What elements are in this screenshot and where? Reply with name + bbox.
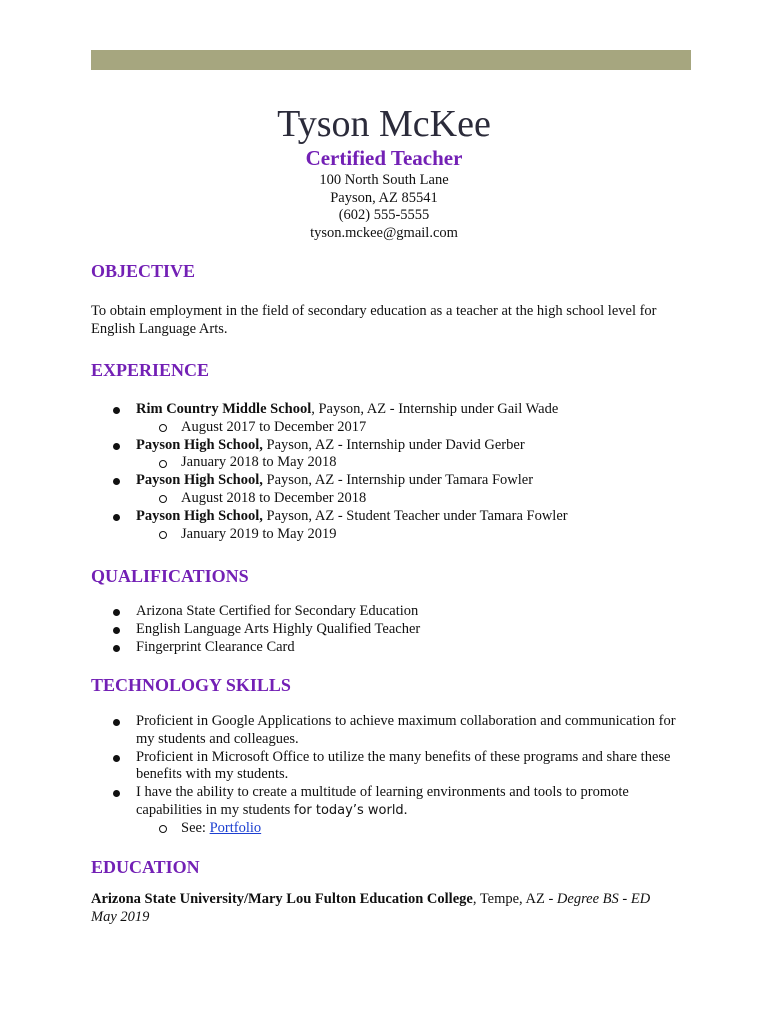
- experience-item: [91, 508, 691, 526]
- address-line-2: Payson, AZ 85541: [330, 189, 438, 206]
- experience-org: Payson High School,: [136, 472, 263, 489]
- see-label: See:: [181, 819, 210, 836]
- objective-heading: OBJECTIVE: [91, 261, 196, 281]
- email-address: tyson.mckee@gmail.com: [310, 225, 458, 242]
- candidate-name: Tyson McKee: [277, 103, 491, 145]
- experience-org: Payson High School,: [136, 507, 263, 524]
- qualification-item: Fingerprint Clearance Card: [91, 639, 691, 657]
- experience-item: [91, 472, 691, 490]
- experience-detail: Payson, AZ - Student Teacher under Tamara Fowler: [262, 507, 568, 524]
- objective-text: To obtain employment in the field of secondary education as a teacher at the high school level for English Language Arts.: [91, 303, 657, 337]
- education-degree: Degree BS - ED: [556, 891, 651, 907]
- experience-org: Rim Country Middle School: [136, 401, 312, 417]
- header-accent-bar: [91, 50, 691, 70]
- portfolio-line: [91, 820, 691, 838]
- education-location: , Tempe, AZ -: [472, 891, 557, 907]
- experience-detail: Payson, AZ - Internship under Tamara Fowler: [262, 472, 534, 489]
- experience-item: [91, 437, 691, 455]
- experience-heading: EXPERIENCE: [91, 360, 210, 380]
- education-entry: [91, 891, 691, 927]
- address-line-1: 100 North South Lane: [319, 172, 449, 188]
- experience-org: Payson High School,: [136, 436, 263, 453]
- qualification-item: Arizona State Certified for Secondary Education: [91, 603, 691, 621]
- technology-heading: TECHNOLOGY SKILLS: [91, 675, 291, 695]
- portfolio-link[interactable]: Portfolio: [209, 819, 262, 836]
- experience-item: [91, 401, 691, 419]
- education-school: Arizona State University/Mary Lou Fulton Education College: [91, 891, 473, 907]
- technology-item: Proficient in Microsoft Office to utilize the many benefits of these programs and share these benefits with my students.: [91, 749, 691, 785]
- education-date: May 2019: [91, 908, 150, 925]
- experience-dates: August 2018 to December 2018: [91, 490, 691, 508]
- contact-block: [0, 172, 768, 243]
- phone-number: (602) 555-5555: [338, 207, 430, 224]
- experience-dates: January 2018 to May 2018: [91, 454, 691, 472]
- technology-item-tail: for today’s world: [293, 802, 404, 818]
- experience-dates: January 2019 to May 2019: [91, 526, 691, 544]
- technology-item: Proficient in Google Applications to achieve maximum collaboration and communication for my students and colleagues.: [91, 713, 691, 749]
- candidate-title: Certified Teacher: [305, 146, 463, 170]
- technology-item-text: I have the ability to create a multitude of learning environments and tools to promote capabilities in my students: [136, 784, 629, 818]
- experience-dates: August 2017 to December 2017: [91, 419, 691, 437]
- experience-detail: , Payson, AZ - Internship under Gail Wade: [311, 401, 559, 417]
- qualification-item: English Language Arts Highly Qualified Teacher: [91, 621, 691, 639]
- technology-list: [91, 713, 691, 838]
- technology-item: [91, 784, 691, 820]
- education-heading: EDUCATION: [91, 857, 200, 877]
- technology-item-end: .: [403, 801, 408, 818]
- experience-detail: Payson, AZ - Internship under David Gerber: [262, 436, 525, 453]
- qualifications-heading: QUALIFICATIONS: [91, 566, 249, 586]
- experience-list: [91, 401, 691, 543]
- qualifications-list: [91, 603, 691, 656]
